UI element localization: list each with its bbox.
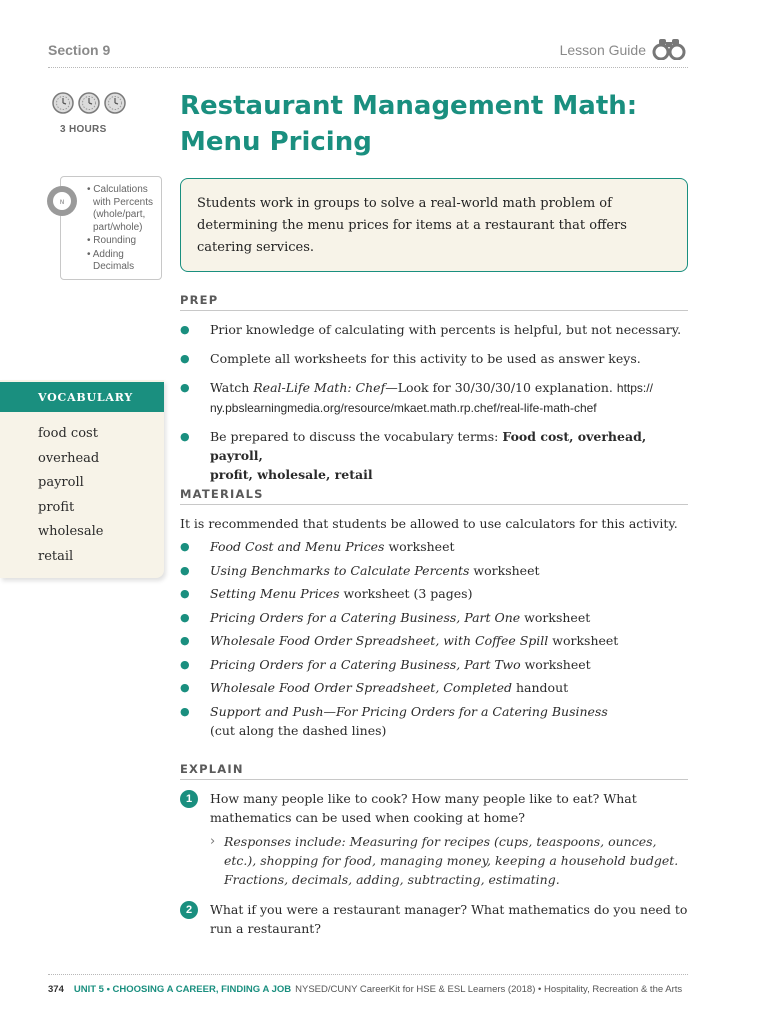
video-link[interactable]: https:// [616, 381, 653, 395]
video-title: Real-Life Math: Chef [253, 380, 386, 395]
vocabulary-term: wholesale [38, 524, 104, 539]
bullet-icon: ● [180, 705, 190, 718]
vocabulary-list [38, 422, 103, 569]
vocabulary-term: payroll [38, 475, 84, 490]
clock-icon [78, 92, 100, 114]
bullet-icon: ● [180, 352, 190, 365]
materials-item: ● Food Cost and Menu Prices worksheet [180, 539, 455, 554]
page-title [180, 88, 680, 160]
explain-question: 1 How many people like to cook? How many people like to eat? What mathematics can be used when cooking at home? [180, 789, 690, 829]
materials-item: ● Wholesale Food Order Spreadsheet, Completed handout [180, 680, 569, 695]
materials-item: ● Setting Menu Prices worksheet (3 pages) [180, 586, 473, 601]
chevron-right-icon: › [210, 834, 216, 849]
duration-label: 3 HOURS [60, 124, 107, 135]
bullet-icon: ● [180, 381, 190, 394]
prep-item: ● Complete all worksheets for this activity to be used as answer keys. [180, 351, 641, 366]
bullet-icon: ● [180, 634, 190, 647]
page-header [48, 40, 688, 66]
materials-item: ● Pricing Orders for a Catering Business, Part Two worksheet [180, 657, 591, 672]
numeracy-item: • Rounding [87, 235, 137, 246]
materials-item: ● Wholesale Food Order Spreadsheet, with Coffee Spill worksheet [180, 633, 619, 648]
binoculars-icon [652, 38, 686, 60]
numeracy-item: • Calculations with Percents (whole/part, part/whole) [87, 184, 154, 233]
bullet-icon: ● [180, 681, 190, 694]
video-link-url[interactable]: ny.pbslearningmedia.org/resource/mkaet.math.rp.chef/real-life-math-chef [210, 401, 597, 415]
vocab-terms: profit, wholesale, retail [210, 467, 373, 482]
lesson-summary: Students work in groups to solve a real-world math problem of determining the menu prices for items at a restaurant that offers catering services. [180, 178, 688, 272]
title-line-2: Menu Pricing [180, 127, 372, 157]
vocabulary-term: retail [38, 548, 74, 564]
materials-item: ● Pricing Orders for a Catering Business, Part One worksheet [180, 610, 591, 625]
numeracy-badge-icon [46, 184, 78, 218]
prep-item: ● Be prepared to discuss the vocabulary terms: Food cost, overhead, payroll, profit, wholesale, retail [180, 429, 647, 482]
explain-response: › Responses include: Measuring for recipes (cups, teaspoons, ounces, etc.), shopping for food, managing money, keeping a household budget. Fractions, decimals, adding, subtracting, estimating. [210, 834, 679, 887]
question-number: 1 [180, 790, 198, 808]
bullet-icon: ● [180, 540, 190, 553]
footer-divider [48, 974, 688, 975]
title-line-1: Restaurant Management Math: [180, 91, 638, 121]
numeracy-item: • Adding Decimals [87, 248, 135, 272]
materials-heading: MATERIALS [180, 487, 688, 505]
explain-question: 2 What if you were a restaurant manager? What mathematics do you need to run a restaurant? [180, 900, 690, 940]
materials-intro: It is recommended that students be allowed to use calculators for this activity. [180, 516, 678, 531]
page-number: 374 [48, 984, 64, 995]
bullet-icon: ● [180, 430, 190, 443]
prep-item: ● Watch Real-Life Math: Chef—Look for 30/30/30/10 explanation. https:// ny.pbslearningmedia.org/resource/mkaet.math.rp.chef/real-life-math-chef [180, 380, 653, 415]
vocab-terms: Food cost, overhead, payroll, [210, 429, 647, 463]
lesson-guide-label: Lesson Guide [559, 42, 646, 58]
materials-item: ● Support and Push—For Pricing Orders for a Catering Business (cut along the dashed lines) [180, 704, 608, 738]
materials-item: ● Using Benchmarks to Calculate Percents worksheet [180, 563, 540, 578]
bullet-icon: ● [180, 323, 190, 336]
duration-clocks [52, 92, 128, 116]
footer-source: NYSED/CUNY CareerKit for HSE & ESL Learners (2018) • Hospitality, Recreation & the Arts [295, 984, 683, 995]
clock-icon [104, 92, 126, 114]
header-divider [48, 67, 688, 68]
question-number: 2 [180, 901, 198, 919]
numeracy-list [87, 184, 161, 275]
bullet-icon: ● [180, 658, 190, 671]
prep-heading: PREP [180, 293, 688, 311]
bullet-icon: ● [180, 611, 190, 624]
clock-icon [52, 92, 74, 114]
vocabulary-term: overhead [38, 450, 100, 466]
vocabulary-term: profit [38, 499, 75, 515]
bullet-icon: ● [180, 564, 190, 577]
vocabulary-heading: VOCABULARY [0, 382, 164, 412]
page-footer [48, 984, 688, 995]
explain-heading: EXPLAIN [180, 762, 688, 780]
vocabulary-panel [0, 380, 166, 580]
prep-item: ● Prior knowledge of calculating with percents is helpful, but not necessary. [180, 322, 682, 337]
section-label: Section 9 [48, 42, 111, 58]
bullet-icon: ● [180, 587, 190, 600]
vocabulary-term: food cost [38, 426, 98, 441]
svg-text:N: N [59, 200, 65, 206]
unit-label: UNIT 5 • CHOOSING A CAREER, FINDING A JOB [73, 984, 292, 995]
